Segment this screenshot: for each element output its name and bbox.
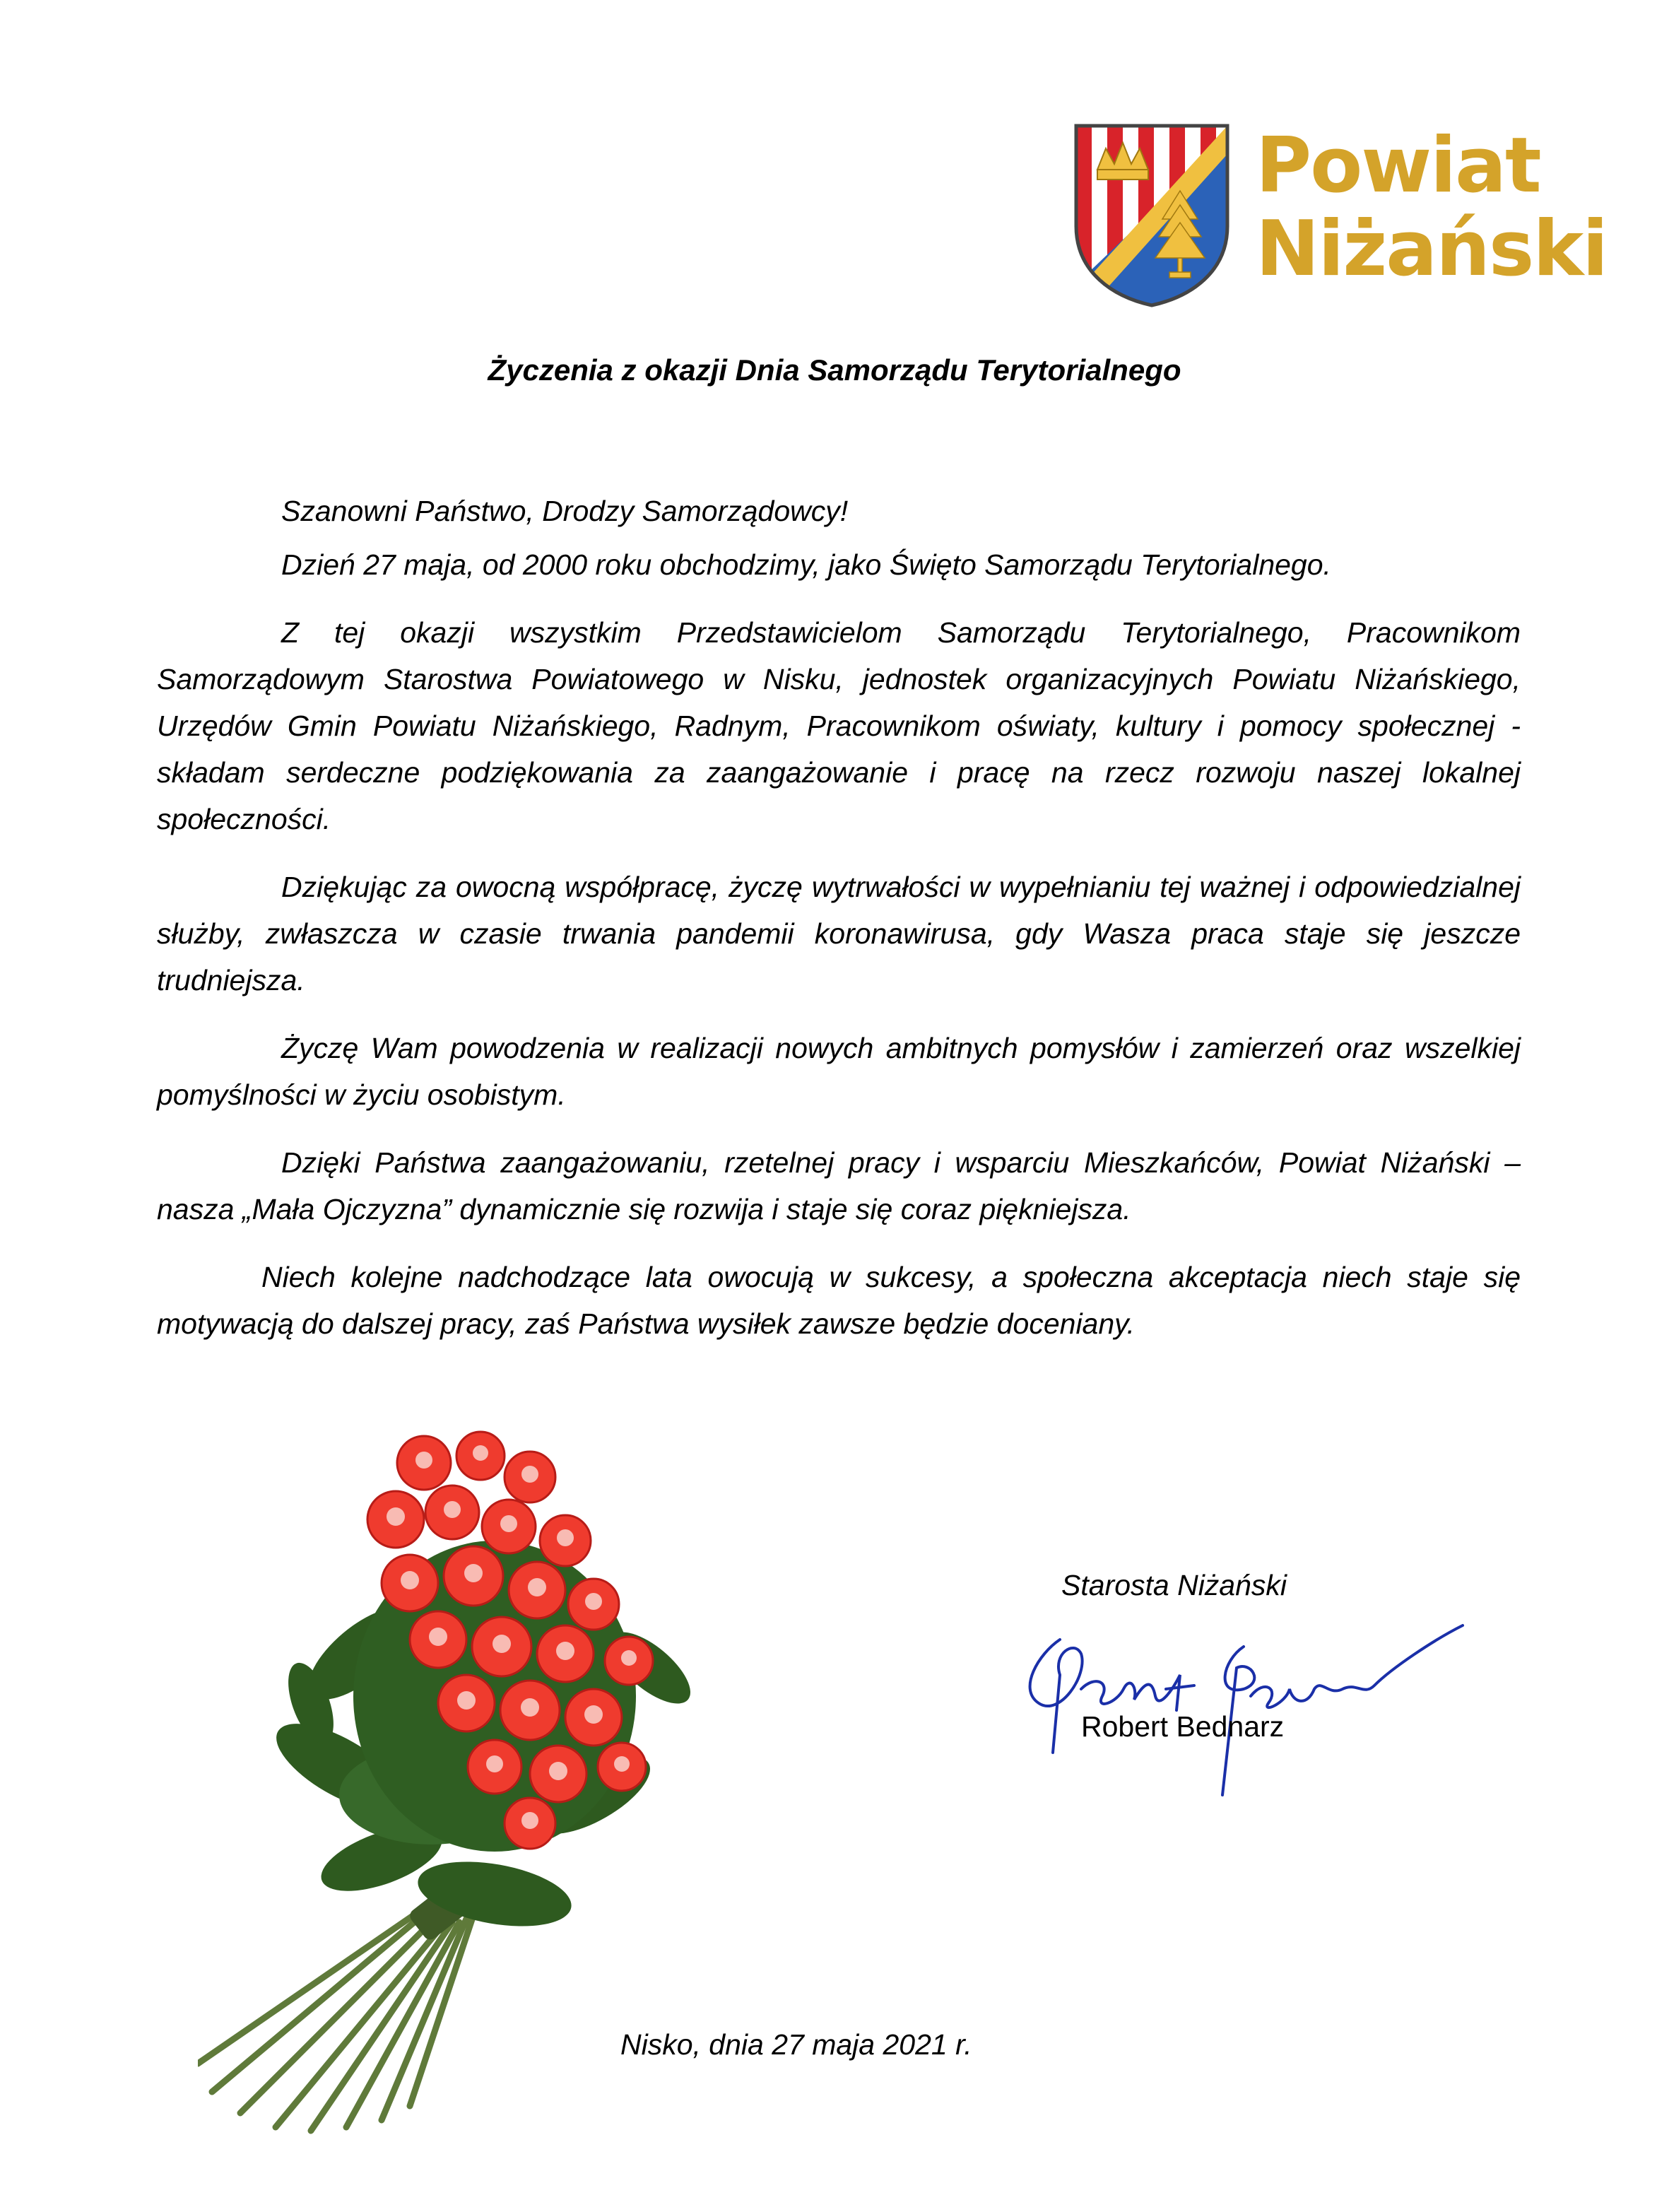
paragraph: Niech kolejne nadchodzące lata owocują w sukcesy, a społeczna akceptacja niech staje się motywacją do dalszej pracy, zaś Państwa wysiłek zawsze będzie doceniany. [157, 1261, 1521, 1340]
paragraph: Dzięki Państwa zaangażowaniu, rzetelnej pracy i wsparciu Mieszkańców, Powiat Niżański – nasza „Mała Ojczyzna” dynamicznie się rozwija i staje się coraz piękniejsza. [157, 1146, 1521, 1225]
signature-block [1010, 1569, 1505, 1837]
coat-of-arms-icon [1071, 120, 1233, 311]
place-and-date: Nisko, dnia 27 maja 2021 r. [620, 2028, 972, 2061]
signature-name: Robert Bednarz [1081, 1710, 1285, 1743]
brand-line-1: Powiat [1256, 122, 1540, 210]
document-title: Życzenia z okazji Dnia Samorządu Terytorialnego [488, 353, 1181, 387]
brand-line-2: Niżański [1256, 205, 1608, 293]
greeting: Szanowni Państwo, Drodzy Samorządowcy! [281, 495, 849, 527]
powiat-logo [1071, 120, 1608, 332]
letter-body [157, 488, 1521, 1368]
paragraph: Dzień 27 maja, od 2000 roku obchodzimy, jako Święto Samorządu Terytorialnego. [281, 548, 1331, 581]
signature-title: Starosta Niżański [1061, 1569, 1287, 1601]
paragraph: Dziękując za owocną współpracę, życzę wytrwałości w wypełnianiu tej ważnej i odpowiedzialnej służby, zwłaszcza w czasie trwania pandemii koronawirusa, gdy Wasza praca staje się jeszcze trudniejsza. [157, 871, 1521, 996]
brand-wordmark [1256, 124, 1607, 291]
rose-bouquet-image [198, 1399, 798, 2134]
paragraph: Z tej okazji wszystkim Przedstawicielom Samorządu Terytorialnego, Pracownikom Samorządowym Starostwa Powiatowego w Nisku, jednostek organizacyjnych Powiatu Niżańskiego, Urzędów Gmin Powiatu Niżańskiego, Radnym, Pracownikom oświaty, kultury i pomocy społecznej - składam serdeczne podziękowania za zaangażowanie i pracę na rzecz rozwoju naszej lokalnej społeczności. [157, 616, 1521, 835]
paragraph: Życzę Wam powodzenia w realizacji nowych ambitnych pomysłów i zamierzeń oraz wszelkiej pomyślności w życiu osobistym. [157, 1032, 1521, 1111]
